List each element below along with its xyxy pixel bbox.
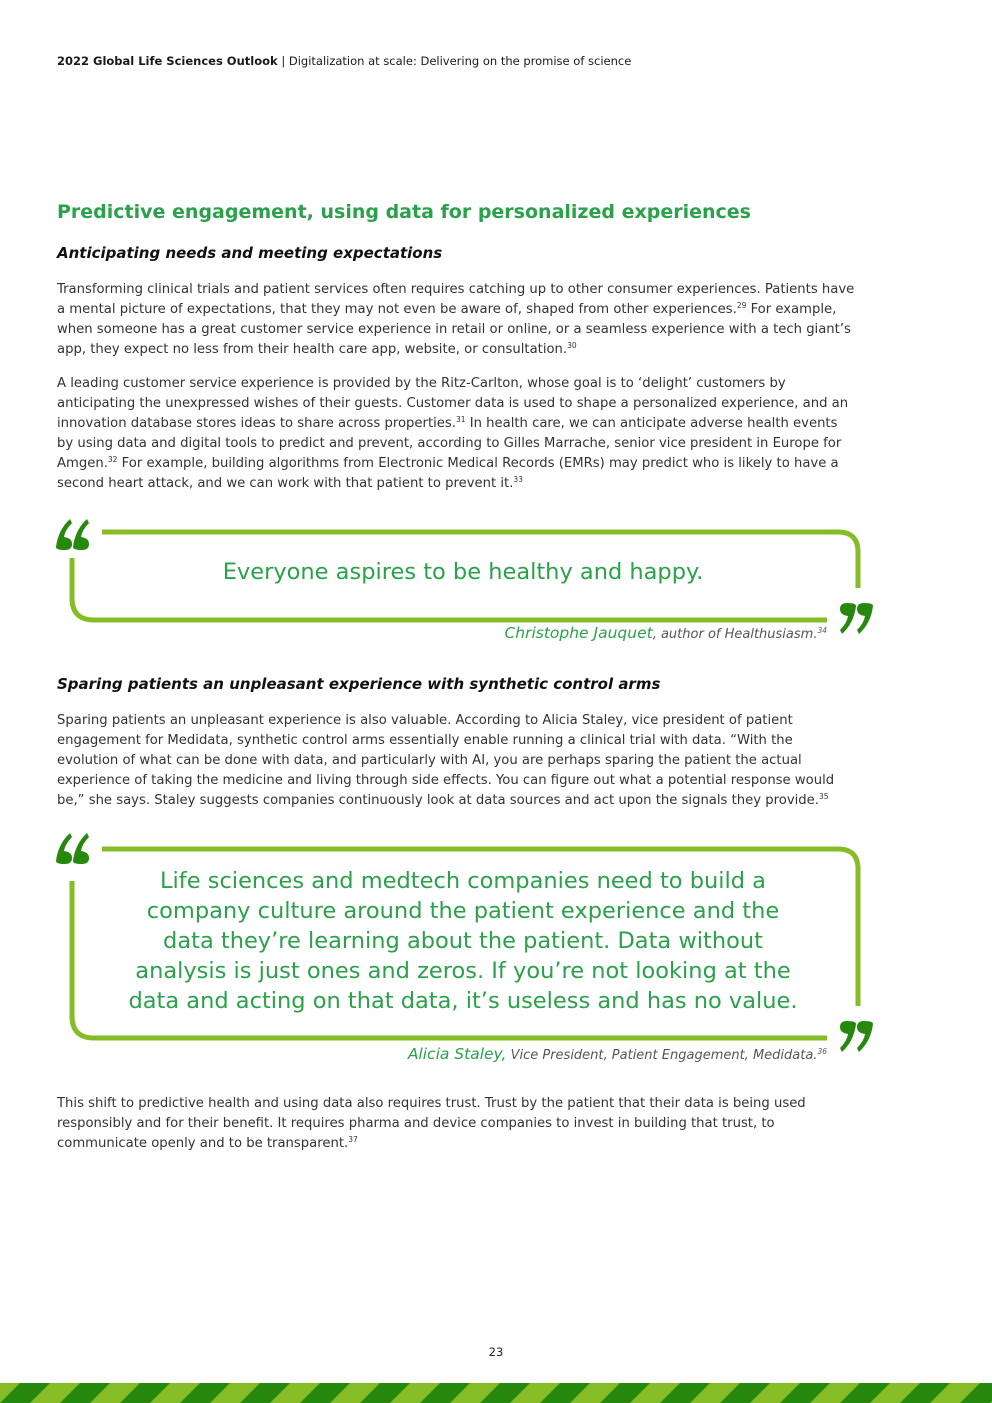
quote-2-role: Vice President, Patient Engagement, Medidata. <box>506 1048 818 1063</box>
footnote-ref: 32 <box>107 455 118 464</box>
footnote-ref: 29 <box>736 301 747 310</box>
report-title: 2022 Global Life Sciences Outlook <box>57 54 278 68</box>
open-quote-icon <box>56 833 89 864</box>
footnote-ref: 30 <box>567 341 577 350</box>
paragraph-1: Transforming clinical trials and patient services often requires catching up to other consumer experiences. Patients have a mental picture of expectations, that they may not even be aware of, shaped from other experiences.$^{29}$ For example, when someone has a great customer service experience in retail or online, or a seamless experience with a tech giant’s app, they expect no less from their health care app, website, or consultation.$^{30}$ <box>57 282 855 357</box>
quote-2-attribution <box>408 1045 827 1063</box>
quote-2-text: Life sciences and medtech companies need to build a company culture around the patient experience and the data they’re learning about the patient. Data without analysis is just ones and zeros. If you’re not looking at the data and acting on that data, it’s useless and has no value. <box>128 868 798 1014</box>
report-subtitle: Digitalization at scale: Delivering on the promise of science <box>288 54 632 68</box>
close-quote-icon <box>840 1021 873 1052</box>
footnote-ref: 37 <box>348 1135 358 1144</box>
quote-1-author: Christophe Jauquet <box>504 624 653 642</box>
subheading-anticipating-needs: Anticipating needs and meeting expectations <box>57 244 443 262</box>
subheading-synthetic-control-arms: Sparing patients an unpleasant experience with synthetic control arms <box>57 675 661 693</box>
quote-1-attribution <box>504 624 827 642</box>
quote-2-author: Alicia Staley, <box>407 1045 507 1063</box>
footnote-ref: 34 <box>817 626 827 635</box>
footnote-ref: 36 <box>817 1047 827 1056</box>
footnote-ref: 33 <box>513 475 523 484</box>
quote-1-text: Everyone aspires to be healthy and happy. <box>222 559 704 585</box>
footnote-ref: 35 <box>818 792 829 801</box>
open-quote-icon <box>56 519 89 550</box>
running-header <box>57 54 631 68</box>
page-number: 23 <box>488 1345 504 1359</box>
header-separator: | <box>281 54 286 68</box>
paragraph-2: A leading customer service experience is provided by the Ritz-Carlton, whose goal is to ‘delight’ customers by anticipating the unexpressed wishes of their guests. Customer data is used to shape a personalized experience, and an innovation database stores ideas to share across properties.$^{31}$ In health care, we can anticipate adverse health events by using data and digital tools to predict and prevent, according to Gilles Marrache, senior vice president in Europe for Amgen.$^{32}$ For example, building algorithms from Electronic Medical Records (EMRs) may predict who is likely to have a second heart attack, and we can work with that patient to prevent it.$^{33}$ <box>57 376 849 491</box>
paragraph-3: Sparing patients an unpleasant experience is also valuable. According to Alicia Staley, vice president of patient engagement for Medidata, synthetic control arms essentially enable running a clinical trial with data. “With the evolution of what can be done with data, and particularly with AI, you are perhaps sparing the patient the actual experience of taking the medicine and living through side effects. You can figure out what a potential response would be,” she says. Staley suggests companies continuously look at data sources and act upon the signals they provide.$^{35}$ <box>57 713 835 808</box>
section-title: Predictive engagement, using data for personalized experiences <box>57 201 751 223</box>
paragraph-4: This shift to predictive health and using data also requires trust. Trust by the patient that their data is being used responsibly and for their benefit. It requires pharma and device companies to invest in building that trust, to communicate openly and to be transparent.$^{37}$ <box>57 1096 806 1151</box>
close-quote-icon <box>840 603 873 634</box>
quote-1-role: , author of Healthusiasm. <box>652 627 818 642</box>
footnote-ref: 31 <box>455 415 466 424</box>
footer-stripe-band <box>0 1383 992 1403</box>
